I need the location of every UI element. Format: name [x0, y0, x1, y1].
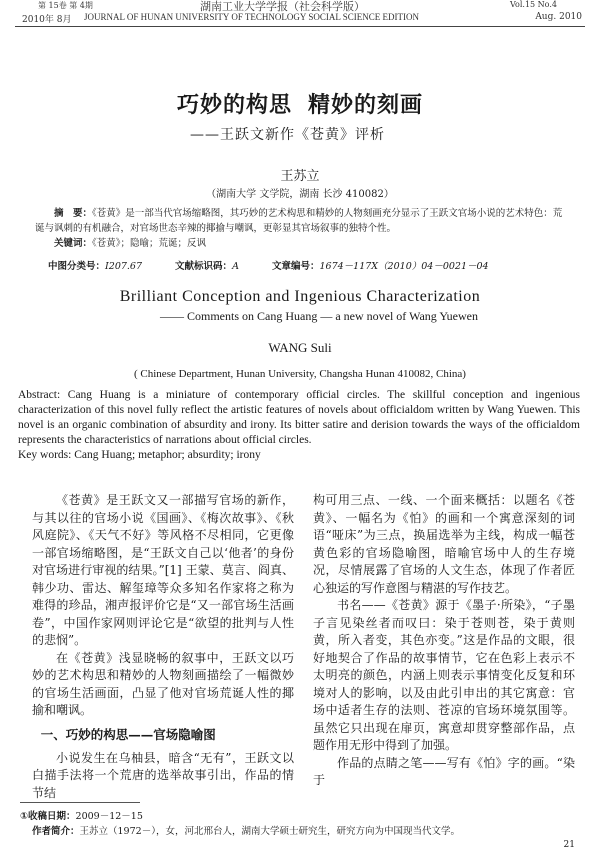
- header-date-en: Aug. 2010: [535, 12, 582, 22]
- bio-label: 作者简介：: [32, 826, 80, 837]
- keywords-text: 《苍黄》；隐喻；荒诞；反讽: [92, 238, 207, 249]
- id-value: 1674－117X（2010）04－0021－04: [319, 261, 489, 272]
- english-title: Brilliant Conception and Ingenious Characterization: [119, 288, 481, 305]
- page-number: 21: [563, 840, 575, 850]
- author: 王苏立: [280, 169, 320, 184]
- english-abstract-text: Cang Huang is a miniature of contemporary official circles. The skillful conception and ingenious characterization of this novel fully reflect the artistic features of novels about officialdom written by Wang Yuewen. This novel is an organic combination of absurdity and irony. Its bitter satire and derision towards the ways of the officialdom represents the characteristics of narrations about official circles.: [18, 389, 580, 446]
- english-keywords-label: Key words:: [18, 449, 72, 461]
- abstract-text: 《苍黄》是一部当代官场缩略图，其巧妙的艺术构思和精妙的人物刻画充分显示了王跃文官场小说的艺术特色：荒诞与讽刺的有机融合，对官场世态辛辣的揶揄与嘲讽，更彰显其官场叙事的独特个性。: [35, 208, 563, 234]
- paragraph: 在《苍黄》浅显晓畅的叙事中，王跃文以巧妙的艺术构思和精妙的人物刻画描绘了一幅微妙的官场生活画面，凸显了他对官场荒诞人性的揶揄和嘲讽。: [32, 650, 294, 717]
- body-left-column: [32, 492, 294, 802]
- english-abstract: [18, 388, 580, 463]
- page-subtitle: ——王跃文新作《苍黄》评析: [190, 127, 385, 143]
- classification-meta: [48, 258, 519, 272]
- header-journal-cn: 湖南工业大学学报（社会科学版）: [200, 0, 365, 13]
- affiliation: （湖南大学 文学院，湖南 长沙 410082）: [206, 189, 394, 200]
- doc-value: A: [232, 261, 239, 272]
- body-right-column: [313, 492, 575, 790]
- bio-text: 王苏立（1972－），女，河北邢台人，湖南大学硕士研究生，研究方向为中国现当代文学。: [79, 826, 460, 837]
- english-author: WANG Suli: [268, 340, 332, 355]
- abstract-cn: [35, 206, 565, 251]
- abstract-label: 摘 要：: [54, 208, 93, 219]
- received-label: ①收稿日期：: [20, 811, 76, 822]
- id-label: 文章编号：: [271, 261, 320, 272]
- header-date-cn: 2010年 8月: [22, 15, 72, 25]
- paragraph: 构可用三点、一线、一个面来概括：以题名《苍黄》、一幅名为《怕》的画和一个寓意深刻的词语“哑床”为三点，换届选举为主线，构成一幅苍黄色彩的官场隐喻图，暗喻官场中人的生存境况，尽情展露了官场的人文生态，体现了作者匠心独运的写作意图与精湛的写作技艺。: [313, 493, 575, 595]
- paragraph: 书名——《苍黄》源于《墨子·所染》，“子墨子言见染丝者而叹曰：染于苍则苍，染于黄则黄，所入者变，其色亦变。”这是作品的文眼，很好地契合了作品的故事情节，它在色彩上表示不太明亮的颜色，内涵上则表示事情变化反复和环境对人的影响，以及由此引申出的其它寓意：官场中适者生存的法则、苍凉的官场环境氛围等。虽然它只出现在扉页，寓意却贯穿整部作品，点题作用无形中得到了加强。: [313, 598, 575, 752]
- received-date: 2009－12－15: [75, 811, 143, 822]
- section-heading: 一、巧妙的构思——官场隐喻图: [40, 726, 216, 742]
- title-part1: 巧妙的构思: [176, 93, 292, 118]
- english-subtitle: —— Comments on Cang Huang — a new novel of Wang Yuewen: [160, 309, 478, 323]
- english-keywords-text: Cang Huang; metaphor; absurdity; irony: [74, 449, 261, 461]
- clc-label: 中图分类号：: [48, 261, 106, 272]
- header-vol-en: Vol.15 No.4: [510, 0, 557, 9]
- paragraph: 小说发生在乌柚县，暗含“无有”，王跃文以白描手法将一个荒唐的选举故事引出，作品的情节结: [32, 750, 294, 800]
- keywords-label: 关键词：: [54, 238, 93, 249]
- header-rule: [15, 26, 585, 27]
- footnote-rule: [20, 802, 140, 803]
- paragraph: 作品的点睛之笔——写有《怕》字的画。“染于: [313, 755, 575, 787]
- english-affiliation: ( Chinese Department, Hunan University, Changsha Hunan 410082, China): [134, 368, 466, 380]
- doc-label: 文献标识码：: [175, 261, 233, 272]
- clc-value: I207.67: [105, 261, 143, 272]
- paragraph: 《苍黄》是王跃文又一部描写官场的新作，与其以往的官场小说《国画》、《梅次故事》、《秋风庭院》、《天气不好》等风格不尽相同，它更像一部官场缩略图，是“王跃文自己以‘他者’的身份对官场进行审视的结果。”[1] 王蒙、莫言、阎真、韩少功、雷达、解玺璋等众多知名作家将之称为难得的珍品，湘声报评价它是“又一部官场生活画卷”，中国作家网则评论它是“欲望的批判与人性的悲悯”。: [32, 493, 294, 647]
- header-journal-en: JOURNAL OF HUNAN UNIVERSITY OF TECHNOLOGY SOCIAL SCIENCE EDITION: [84, 12, 419, 22]
- footnote-received: [20, 808, 143, 822]
- header-volume: 第 15卷 第 4期: [38, 1, 93, 10]
- page-title: [0, 88, 600, 119]
- english-abstract-label: Abstract:: [18, 389, 61, 401]
- footnote-bio: [32, 823, 460, 837]
- title-part2: 精妙的刻画: [308, 93, 424, 118]
